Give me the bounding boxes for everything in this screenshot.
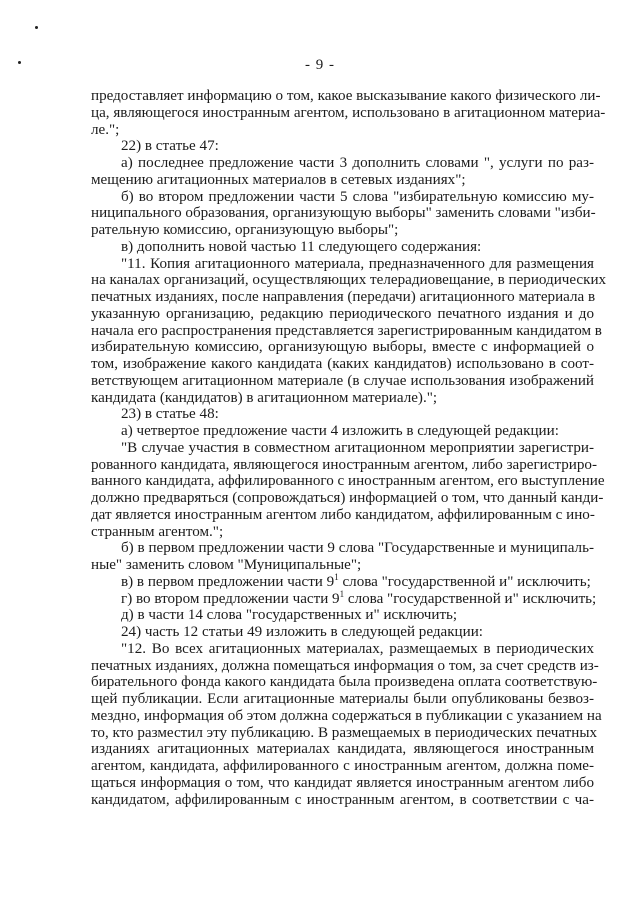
text-line: ные" заменить словом "Муниципальные";: [91, 557, 362, 573]
text-line: ле.";: [91, 121, 120, 138]
document-body: [91, 88, 607, 808]
text-line: щаться информация о том, что кандидат является иностранным агентом либо: [91, 774, 594, 791]
text-line: кандидата (кандидатов) в агитационном материале).";: [91, 389, 438, 406]
text-line: б) в первом предложении части 9 слова "Государственные и муниципаль-: [121, 540, 594, 557]
text-line: рованного кандидата, являющегося иностранным агентом, либо зарегистриро-: [91, 456, 597, 473]
text-line: избирательную комиссию, организующую выборы, вместе с информацией о: [91, 339, 594, 356]
text-line: бирательного фонда какого кандидата была произведена оплата соответствую-: [91, 674, 598, 691]
text-line: 22) в статье 47:: [121, 138, 219, 155]
text-line: изданиях агитационных материалах кандидата, являющегося иностранным: [91, 741, 594, 758]
text-line: мездно, информация об этом должна содержаться в публикации с указанием на: [91, 707, 602, 724]
text-line: д) в части 14 слова "государственных и" исключить;: [121, 607, 458, 624]
text-line: начала его распространения представляется зарегистрированным кандидатом в: [91, 322, 602, 339]
text-line: печатных изданиях, после направления (передачи) агитационного материала в: [91, 289, 596, 305]
superscript: 1: [334, 571, 339, 582]
text-line: ветствующем агитационном материале (в случае использования изображений: [91, 372, 594, 389]
text-line: печатных изданиях, должна помещаться информация о том, за счет средств из-: [91, 657, 599, 674]
text-line: дат является иностранным агентом либо кандидатом, аффилированным с ино-: [91, 506, 595, 523]
text-line: ниципального образования, организующую выборы" заменить словами "изби-: [91, 205, 596, 222]
text-line: рательную комиссию, организующую выборы";: [91, 222, 399, 238]
text-line: том, изображение какого кандидата (каких кандидатов) использовано в соот-: [91, 356, 594, 372]
text-line: б) во втором предложении части 5 слова "избирательную комиссию му-: [121, 188, 594, 205]
text-line: а) последнее предложение части 3 дополнить словами ", услуги по раз-: [121, 155, 594, 171]
text-line: указанную организацию, редакцию периодического печатного издания и до: [91, 305, 594, 322]
text-line: в) в первом предложении части $9^1$ слова "государственной и" исключить;: [121, 571, 591, 590]
scan-speck: [35, 26, 38, 29]
text-line: 24) часть 12 статьи 49 изложить в следующей редакции:: [121, 624, 483, 640]
superscript: 1: [339, 588, 345, 599]
text-line: странным агентом.";: [91, 523, 224, 540]
text-line: щей публикации. Если агитационные материалы были опубликованы безвоз-: [91, 691, 594, 707]
text-line: ца, являющегося иностранным агентом, использовано в агитационном материа-: [91, 104, 606, 121]
text-line: мещению агитационных материалов в сетевых изданиях";: [91, 171, 466, 188]
text-line: "12. Во всех агитационных материалах, размещаемых в периодических: [121, 640, 594, 657]
text-line: "В случае участия в совместном агитационном мероприятии зарегистри-: [121, 439, 594, 456]
text-line: 23) в статье 48:: [121, 406, 219, 423]
text-line: должно предваряться (сопровождаться) информацией о том, что данный канди-: [91, 490, 604, 506]
text-line: г) во втором предложении части $9^1$ слова "государственной и" исключить;: [121, 588, 597, 607]
text-line: кандидатом, аффилированным с иностранным агентом, в соответствии с ча-: [91, 791, 594, 808]
text-line: то, кто разместил эту публикацию. В размещаемых в периодических печатных: [91, 724, 598, 741]
text-line: ванного кандидата, аффилированного с иностранным агентом, его выступление: [91, 473, 605, 490]
text-line: а) четвертое предложение части 4 изложить в следующей редакции:: [121, 423, 559, 439]
text-line: "11. Копия агитационного материала, предназначенного для размещения: [121, 255, 594, 272]
text-line: предоставляет информацию о том, какое высказывание какого физического ли-: [91, 88, 601, 104]
text-line: на каналах организаций, осуществляющих телерадиовещание, в периодических: [91, 272, 607, 289]
page-number: - 9 -: [305, 57, 335, 73]
text-line: агентом, кандидата, аффилированного с иностранным агентом, должна поме-: [91, 758, 594, 774]
text-line: в) дополнить новой частью 11 следующего содержания:: [121, 238, 482, 255]
